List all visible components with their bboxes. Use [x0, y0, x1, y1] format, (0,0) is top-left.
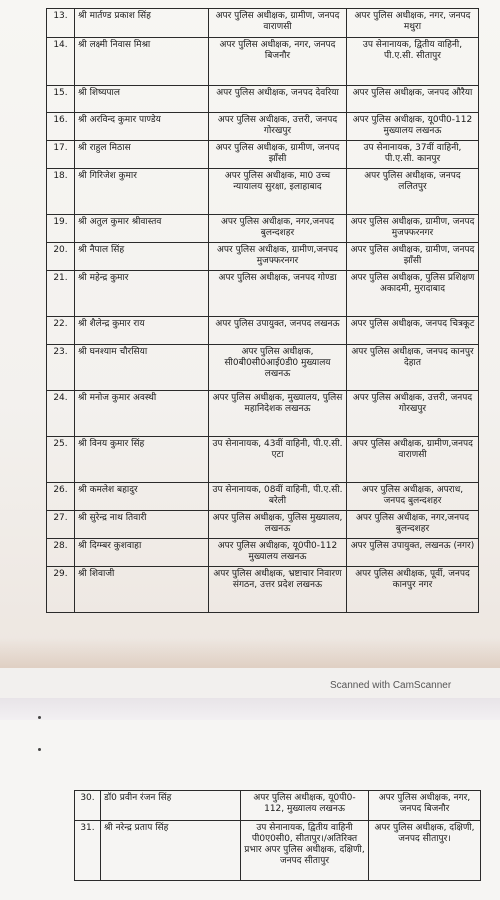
transfer-table-page-1 [46, 8, 479, 613]
table-row [47, 437, 479, 483]
officer-name: श्री शैलेन्द्र कुमार राय [75, 317, 209, 345]
row-number: 25. [47, 437, 75, 483]
current-posting: अपर पुलिस अधीक्षक, ग्रामीण, जनपद वाराणसी [209, 9, 347, 38]
current-posting: अपर पुलिस अधीक्षक, सी0बी0सी0आई0डी0 मुख्यालय लखनऊ [209, 345, 347, 391]
officer-name: श्री मार्तण्ड प्रकाश सिंह [75, 9, 209, 38]
new-posting: अपर पुलिस अधीक्षक, अपराध, जनपद बुलन्दशहर [347, 483, 479, 511]
row-number: 17. [47, 141, 75, 169]
current-posting: अपर पुलिस अधीक्षक, उत्तरी, जनपद गोरखपुर [209, 113, 347, 141]
officer-name: श्री नरेन्द्र प्रताप सिंह [101, 821, 241, 881]
current-posting: उप सेनानायक, 08वीं वाहिनी, पी.ए.सी. बरेली [209, 483, 347, 511]
new-posting: अपर पुलिस अधीक्षक, नगर, जनपद मथुरा [347, 9, 479, 38]
table-row [47, 141, 479, 169]
new-posting: अपर पुलिस अधीक्षक, ग्रामीण,जनपद वाराणसी [347, 437, 479, 483]
table-row [47, 483, 479, 511]
table-row [47, 38, 479, 86]
table-row [47, 215, 479, 243]
current-posting: उप सेनानायक, द्वितीय वाहिनी पी0ए0सी0, सीतापुर।/अतिरिक्त प्रभार अपर पुलिस अधीक्षक, दक्षिणी, जनपद सीतापुर [241, 821, 369, 881]
table-row [47, 271, 479, 317]
new-posting: अपर पुलिस उपायुक्त, लखनऊ (नगर) [347, 539, 479, 567]
officer-name: श्री महेन्द्र कुमार [75, 271, 209, 317]
officer-name: श्री सुरेन्द्र नाथ तिवारी [75, 511, 209, 539]
current-posting: उप सेनानायक, 43वीं वाहिनी, पी.ए.सी. एटा [209, 437, 347, 483]
camscanner-watermark: Scanned with CamScanner [330, 680, 452, 691]
row-number: 26. [47, 483, 75, 511]
row-number: 27. [47, 511, 75, 539]
officer-name: श्री दिग्म्बर कुशवाहा [75, 539, 209, 567]
table-row [75, 821, 481, 881]
current-posting: अपर पुलिस अधीक्षक, मुख्यालय, पुलिस महानिदेशक लखनऊ [209, 391, 347, 437]
officer-name: श्री मनोज कुमार अवस्थी [75, 391, 209, 437]
table-row [47, 113, 479, 141]
row-number: 20. [47, 243, 75, 271]
row-number: 31. [75, 821, 101, 881]
current-posting: अपर पुलिस अधीक्षक, यू0पी0-112 मुख्यालय लखनऊ [209, 539, 347, 567]
current-posting: अपर पुलिस अधीक्षक, नगर,जनपद बुलन्दशहर [209, 215, 347, 243]
row-number: 28. [47, 539, 75, 567]
current-posting: अपर पुलिस अधीक्षक, यू0पी0-112, मुख्यालय लखनऊ [241, 791, 369, 821]
row-number: 21. [47, 271, 75, 317]
new-posting: अपर पुलिस अधीक्षक, पुलिस प्रशिक्षण अकादमी, मुरादाबाद [347, 271, 479, 317]
new-posting: अपर पुलिस अधीक्षक, जनपद चित्रकूट [347, 317, 479, 345]
current-posting: अपर पुलिस अधीक्षक, जनपद गोण्डा [209, 271, 347, 317]
officer-name: डॉ0 प्रवीन रंजन सिंह [101, 791, 241, 821]
row-number: 24. [47, 391, 75, 437]
new-posting: अपर पुलिस अधीक्षक, नगर,जनपद बुलन्दशहर [347, 511, 479, 539]
new-posting: उप सेनानायक, 37वीं वाहिनी, पी.ए.सी. कानपुर [347, 141, 479, 169]
row-number: 22. [47, 317, 75, 345]
new-posting: अपर पुलिस अधीक्षक, दक्षिणी, जनपद सीतापुर। [369, 821, 481, 881]
current-posting: अपर पुलिस अधीक्षक, पुलिस मुख्यालय, लखनऊ [209, 511, 347, 539]
table-row [47, 86, 479, 113]
officer-name: श्री शिवाजी [75, 567, 209, 613]
officer-name: श्री अतुल कुमार श्रीवास्तव [75, 215, 209, 243]
row-number: 23. [47, 345, 75, 391]
current-posting: अपर पुलिस अधीक्षक, ग्रामीण,जनपद मुजफ्फरनगर [209, 243, 347, 271]
table-row [47, 9, 479, 38]
row-number: 14. [47, 38, 75, 86]
scan-speck [38, 716, 41, 719]
new-posting: अपर पुलिस अधीक्षक, ग्रामीण, जनपद मुजफ्फरनगर [347, 215, 479, 243]
row-number: 16. [47, 113, 75, 141]
new-posting: अपर पुलिस अधीक्षक, ग्रामीण, जनपद झाँसी [347, 243, 479, 271]
new-posting: उप सेनानायक, द्वितीय वाहिनी, पी.ए.सी. सीतापुर [347, 38, 479, 86]
row-number: 30. [75, 791, 101, 821]
current-posting: अपर पुलिस अधीक्षक, भ्रष्टाचार निवारण संगठन, उत्तर प्रदेश लखनऊ [209, 567, 347, 613]
officer-name: श्री गिरिजेश कुमार [75, 169, 209, 215]
officer-name: श्री अरविन्द कुमार पाण्डेय [75, 113, 209, 141]
officer-name: श्री घनश्याम चौरसिया [75, 345, 209, 391]
new-posting: अपर पुलिस अधीक्षक, नगर, जनपद बिजनौर [369, 791, 481, 821]
table-row [47, 567, 479, 613]
table-row [47, 169, 479, 215]
current-posting: अपर पुलिस अधीक्षक, नगर, जनपद बिजनौर [209, 38, 347, 86]
row-number: 13. [47, 9, 75, 38]
row-number: 15. [47, 86, 75, 113]
current-posting: अपर पुलिस अधीक्षक, ग्रामीण, जनपद झाँसी [209, 141, 347, 169]
table-row [75, 791, 481, 821]
officer-name: श्री कमलेश बहादुर [75, 483, 209, 511]
officer-name: श्री विनय कुमार सिंह [75, 437, 209, 483]
table-row [47, 317, 479, 345]
table-row [47, 539, 479, 567]
scan-speck [38, 748, 41, 751]
new-posting: अपर पुलिस अधीक्षक, उत्तरी, जनपद गोरखपुर [347, 391, 479, 437]
new-posting: अपर पुलिस अधीक्षक, पूर्वी, जनपद कानपुर नगर [347, 567, 479, 613]
table-row [47, 511, 479, 539]
table-row [47, 345, 479, 391]
row-number: 18. [47, 169, 75, 215]
row-number: 29. [47, 567, 75, 613]
page-gap [0, 698, 500, 720]
row-number: 19. [47, 215, 75, 243]
current-posting: अपर पुलिस अधीक्षक, जनपद देवरिया [209, 86, 347, 113]
officer-name: श्री शिष्यपाल [75, 86, 209, 113]
new-posting: अपर पुलिस अधीक्षक, यू0पी0-112 मुख्यालय लखनऊ [347, 113, 479, 141]
new-posting: अपर पुलिस अधीक्षक, जनपद औरैया [347, 86, 479, 113]
officer-name: श्री लक्ष्मी निवास मिश्रा [75, 38, 209, 86]
officer-name: श्री राहुल मिठास [75, 141, 209, 169]
transfer-table-page-2 [74, 790, 481, 881]
table-row [47, 391, 479, 437]
officer-name: श्री नैपाल सिंह [75, 243, 209, 271]
current-posting: अपर पुलिस अधीक्षक, मा0 उच्च न्यायालय सुरक्षा, इलाहाबाद [209, 169, 347, 215]
new-posting: अपर पुलिस अधीक्षक, जनपद कानपुर देहात [347, 345, 479, 391]
table-row [47, 243, 479, 271]
current-posting: अपर पुलिस उपायुक्त, जनपद लखनऊ [209, 317, 347, 345]
new-posting: अपर पुलिस अधीक्षक, जनपद ललितपुर [347, 169, 479, 215]
